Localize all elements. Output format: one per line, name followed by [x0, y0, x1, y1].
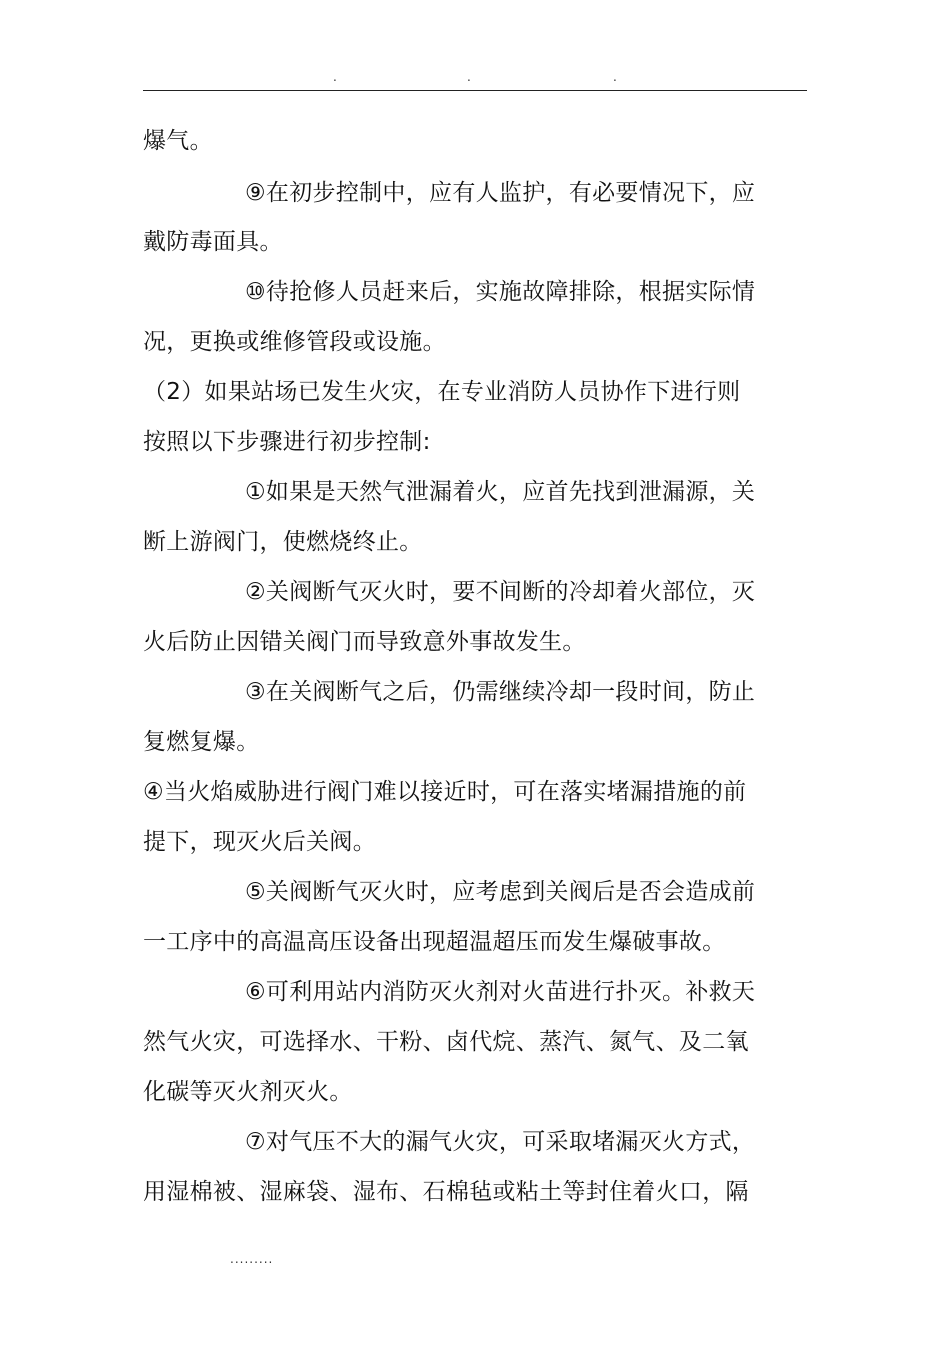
text-line: ⑦对气压不大的漏气火灾，可采取堵漏灭火方式，: [245, 1129, 756, 1155]
header-dots: [0, 70, 950, 86]
text-line: （2）如果站场已发生火灾，在专业消防人员协作下进行则: [143, 379, 741, 405]
text-line: 复燃复爆。: [143, 729, 260, 755]
text-line: ⑩待抢修人员赶来后，实施故障排除，根据实际情: [245, 279, 756, 305]
header-dot: .: [613, 70, 617, 84]
text-line: ④当火焰威胁进行阀门难以接近时，可在落实堵漏措施的前: [143, 779, 747, 805]
text-line: 火后防止因错关阀门而导致意外事故发生。: [143, 629, 586, 655]
text-line: ③在关阀断气之后，仍需继续冷却一段时间，防止: [245, 679, 756, 705]
text-line: 戴防毒面具。: [143, 229, 283, 255]
header-dot: .: [333, 70, 337, 84]
header-rule: [143, 90, 807, 91]
text-line: ②关阀断气灭火时，要不间断的冷却着火部位，灭: [245, 579, 756, 605]
text-line: 然气火灾，可选择水、干粉、卤代烷、蒸汽、氮气、及二氧: [143, 1029, 749, 1055]
text-line: 爆气。: [143, 128, 213, 154]
header-dot: .: [467, 70, 471, 84]
footer-dots: .........: [230, 1252, 274, 1266]
text-line: ⑨在初步控制中，应有人监护，有必要情况下，应: [245, 180, 756, 206]
text-line: ⑤关阀断气灭火时，应考虑到关阀后是否会造成前: [245, 879, 756, 905]
text-line: 用湿棉被、湿麻袋、湿布、石棉毡或粘土等封住着火口，隔: [143, 1179, 749, 1205]
text-line: 况，更换或维修管段或设施。: [143, 329, 446, 355]
text-line: 断上游阀门，使燃烧终止。: [143, 529, 423, 555]
text-line: 一工序中的高温高压设备出现超温超压而发生爆破事故。: [143, 929, 726, 955]
text-line: ⑥可利用站内消防灭火剂对火苗进行扑灭。补救天: [245, 979, 756, 1005]
text-line: 提下，现灭火后关阀。: [143, 829, 376, 855]
text-line: 化碳等灭火剂灭火。: [143, 1079, 353, 1105]
text-line: ①如果是天然气泄漏着火，应首先找到泄漏源，关: [245, 479, 756, 505]
text-line: 按照以下步骤进行初步控制:: [143, 429, 431, 455]
